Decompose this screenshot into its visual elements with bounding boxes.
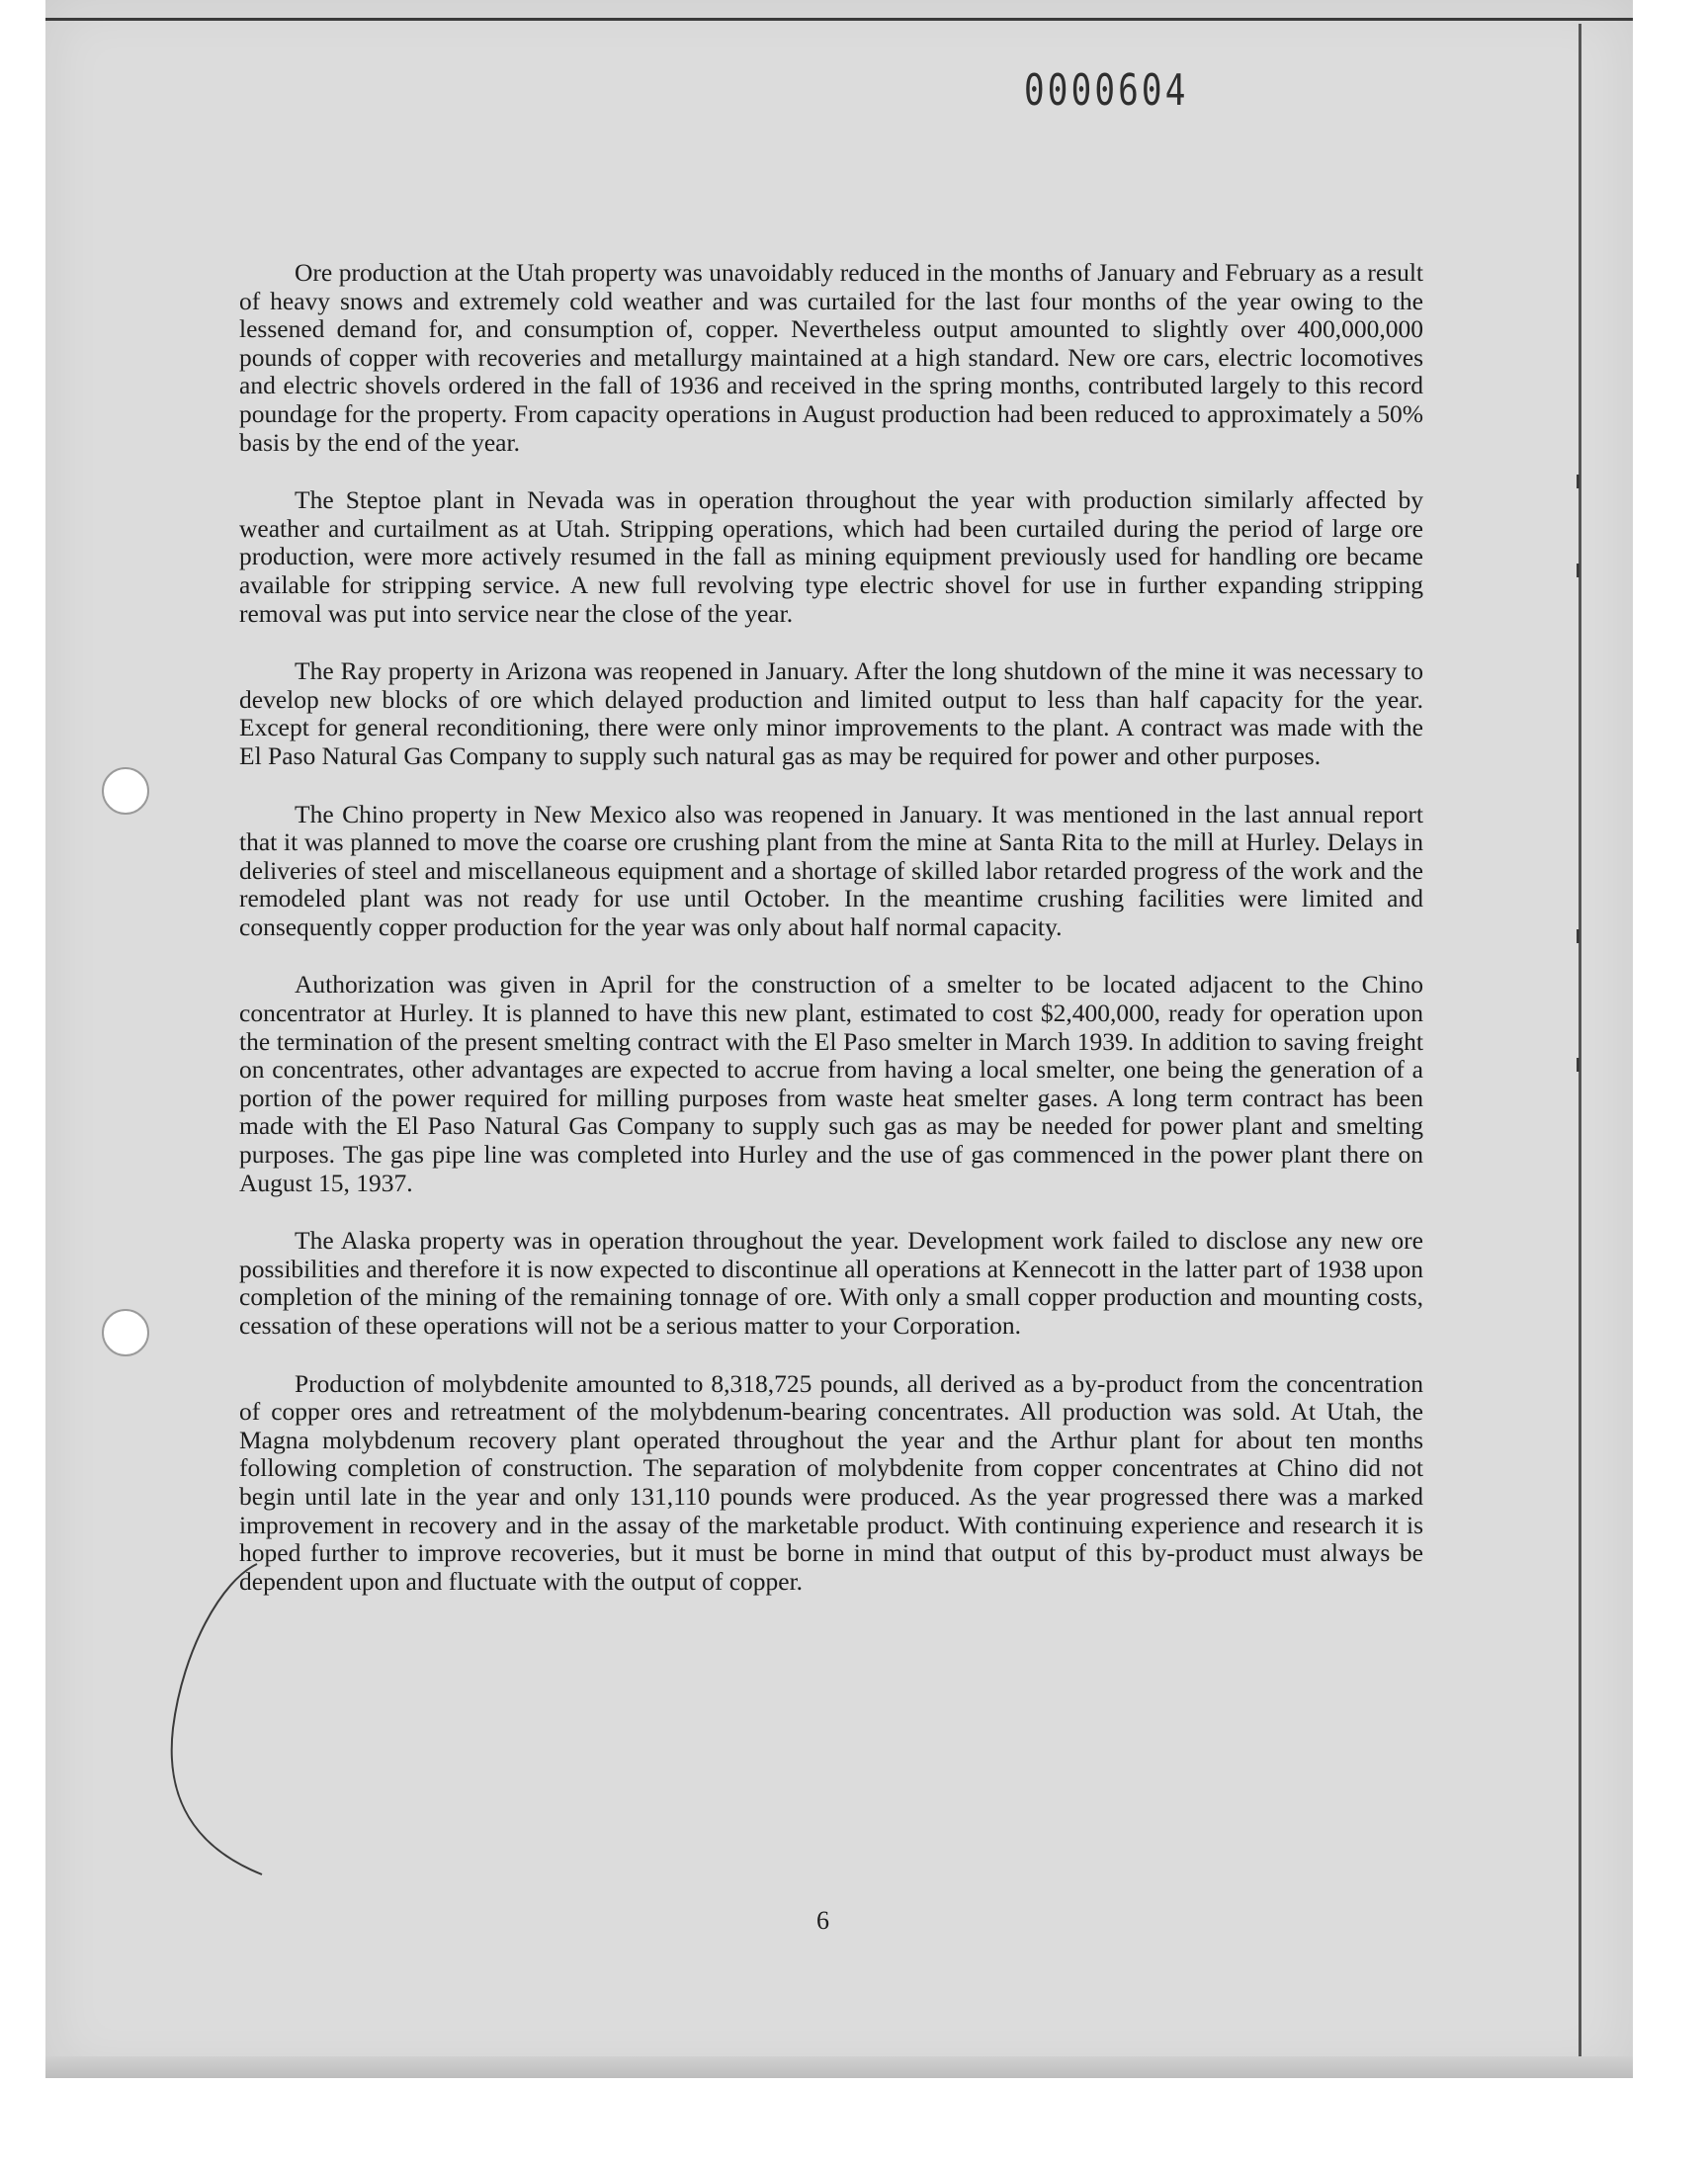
- paragraph-molybdenite: Production of molybdenite amounted to 8,318,725 pounds, all derived as a by-product from the concentration of copper ores and retreatment of the molybdenum-bearing concentrates. All production was sold. At Utah, the Magna molybdenum recovery plant operated throughout the year and the Arthur plant for about ten months following completion of construction. The separation of molybdenite from copper concentrates at Chino did not begin until late in the year and only 131,110 pounds were produced. As the year progressed there was a marked improvement in recovery and in the assay of the marketable product. With continuing experience and research it is hoped further to improve recoveries, but it must be borne in mind that output of this by-product must always be dependent upon and fluctuate with the output of copper.: [239, 1368, 1423, 1596]
- page-number: 6: [816, 1906, 829, 1935]
- margin-tick: [1577, 475, 1580, 488]
- paragraph-ray: The Ray property in Arizona was reopened in January. After the long shutdown of the mine it was necessary to develop new blocks of ore which delayed production and limited output to less than half capacity for the year. Except for general reconditioning, there were only minor improvements to the plant. A contract was made with the El Paso Natural Gas Company to supply such natural gas as may be required for power and other purposes.: [239, 656, 1423, 770]
- paragraph-smelter: Authorization was given in April for the construction of a smelter to be located adjacent to the Chino concentrator at Hurley. It is planned to have this new plant, estimated to cost $2,400,000, ready for operation upon the termination of the present smelting contract with the El Paso smelter in March 1939. In addition to saving freight on concentrates, other advantages are expected to accrue from having a local smelter, one being the generation of a portion of the power required for milling purposes from waste heat smelter gases. A long term contract has been made with the El Paso Natural Gas Company to supply such gas as may be needed for power plant and smelting purposes. The gas pipe line was completed into Hurley and the use of gas commenced in the power plant there on August 15, 1937.: [239, 970, 1423, 1197]
- margin-tick: [1577, 929, 1580, 943]
- document-stamp-number: 0000604: [1024, 65, 1189, 116]
- page-right-edge: [1579, 24, 1581, 2070]
- punch-hole-upper: [102, 767, 149, 815]
- margin-tick: [1577, 564, 1580, 577]
- paragraph-chino: The Chino property in New Mexico also was reopened in January. It was mentioned in the last annual report that it was planned to move the coarse ore crushing plant from the mine at Santa Rita to the mill at Hurley. Delays in deliveries of steel and miscellaneous equipment and a shortage of skilled labor retarded progress of the work and the remodeled plant was not ready for use until October. In the meantime crushing facilities were limited and consequently copper production for the year was only about half normal capacity.: [239, 799, 1423, 941]
- paragraph-alaska: The Alaska property was in operation throughout the year. Development work failed to disclose any new ore possibilities and therefore it is now expected to discontinue all operations at Kennecott in the latter part of 1938 upon completion of the mining of the remaining tonnage of ore. With only a small copper production and mounting costs, cessation of these operations will not be a serious matter to your Corporation.: [239, 1226, 1423, 1340]
- body-text: [239, 259, 1423, 1625]
- page-bottom-shadow: [45, 2056, 1633, 2078]
- paragraph-utah: Ore production at the Utah property was unavoidably reduced in the months of January and February as a result of heavy snows and extremely cold weather and was curtailed for the last four months of the year owing to the lessened demand for, and consumption of, copper. Nevertheless output amounted to slightly over 400,000,000 pounds of copper with recoveries and metallurgy maintained at a high standard. New ore cars, electric locomotives and electric shovels ordered in the fall of 1936 and received in the spring months, contributed largely to this record poundage for the property. From capacity operations in August production had been reduced to approximately a 50% basis by the end of the year.: [239, 258, 1423, 457]
- handwritten-bracket-mark: [153, 1560, 272, 1886]
- page-top-edge: [45, 18, 1633, 21]
- punch-hole-lower: [102, 1309, 149, 1356]
- paragraph-steptoe: The Steptoe plant in Nevada was in operation throughout the year with production similarly affected by weather and curtailment as at Utah. Stripping operations, which had been curtailed during the period of large ore production, were more actively resumed in the fall as mining equipment previously used for handling ore became available for stripping service. A new full revolving type electric shovel for use in further expanding stripping removal was put into service near the close of the year.: [239, 485, 1423, 628]
- margin-tick: [1577, 1058, 1580, 1072]
